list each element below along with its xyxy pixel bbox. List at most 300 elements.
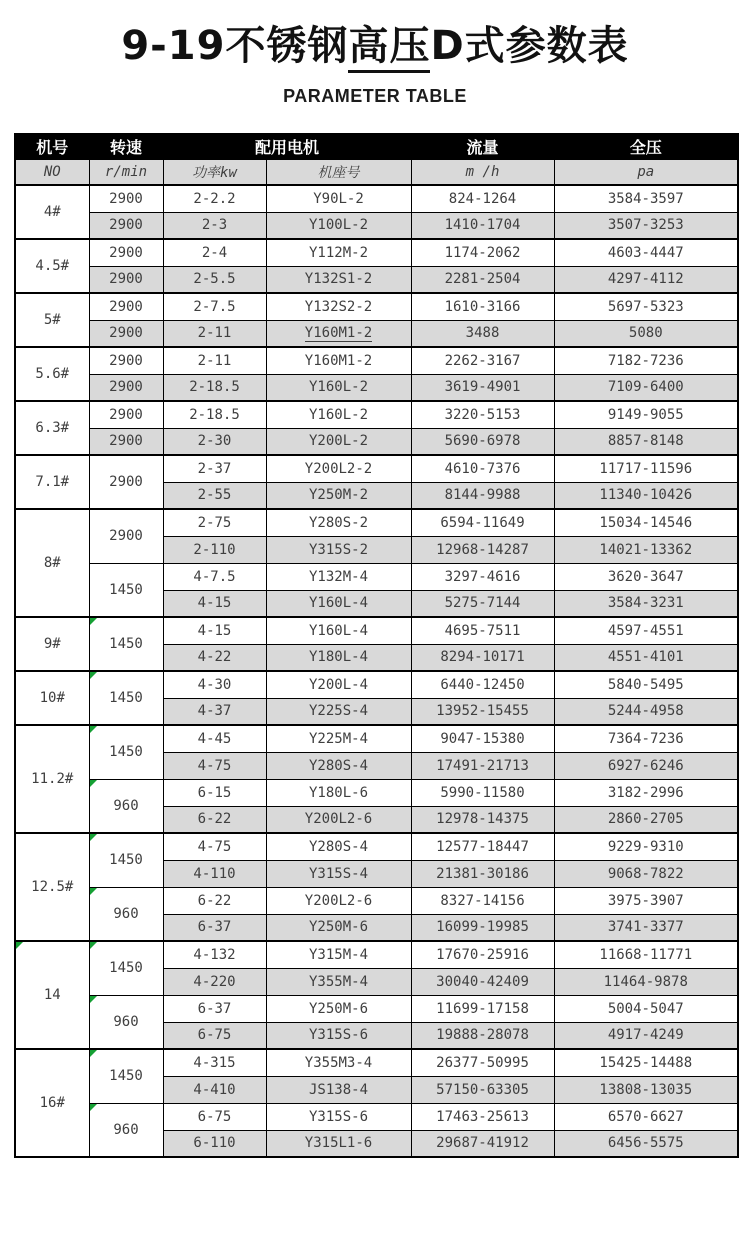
table-row — [15, 509, 738, 536]
flow-cell — [411, 482, 554, 509]
flow-cell — [411, 968, 554, 995]
flow-cell — [411, 941, 554, 968]
machine-cell — [15, 509, 89, 617]
speed-cell — [89, 347, 163, 374]
power-cell — [163, 185, 266, 212]
frame-cell-text: Y250M-6 — [309, 919, 369, 936]
frame-cell — [266, 374, 411, 401]
flow-cell — [411, 806, 554, 833]
speed-cell-text: 1450 — [109, 636, 143, 652]
flow-cell — [411, 536, 554, 563]
table-row — [15, 212, 738, 239]
green-corner-marker — [90, 1050, 97, 1057]
pressure-cell — [554, 212, 738, 239]
frame-cell — [266, 563, 411, 590]
pressure-cell — [554, 1022, 738, 1049]
speed-cell — [89, 266, 163, 293]
power-cell — [163, 833, 266, 860]
frame-cell-text: Y225S-4 — [309, 703, 369, 720]
frame-cell — [266, 185, 411, 212]
frame-cell-text: Y180L-6 — [309, 784, 369, 801]
frame-cell-text: Y200L-4 — [309, 676, 369, 693]
flow-cell — [411, 752, 554, 779]
frame-cell — [266, 428, 411, 455]
pressure-cell-text: 4597-4551 — [607, 622, 684, 639]
table-row — [15, 428, 738, 455]
power-cell-text: 6-75 — [197, 1108, 232, 1125]
green-corner-marker — [90, 942, 97, 949]
power-cell — [163, 860, 266, 887]
frame-cell — [266, 887, 411, 914]
power-cell-text: 2-110 — [193, 541, 236, 558]
flow-cell — [411, 320, 554, 347]
flow-cell — [411, 914, 554, 941]
speed-cell-text: 2900 — [109, 379, 143, 396]
power-cell — [163, 536, 266, 563]
frame-cell-text: Y160L-2 — [309, 406, 369, 423]
subheader-pressure-unit: pa — [554, 159, 738, 185]
table-row — [15, 941, 738, 968]
flow-cell-text: 17491-21713 — [436, 757, 529, 774]
power-cell — [163, 455, 266, 482]
speed-cell — [89, 887, 163, 941]
speed-cell — [89, 671, 163, 725]
power-cell-text: 2-37 — [197, 460, 232, 477]
green-corner-marker — [90, 780, 97, 787]
pressure-cell — [554, 752, 738, 779]
power-cell-text: 2-55 — [197, 487, 232, 504]
machine-cell-text: 12.5# — [31, 879, 74, 895]
frame-cell-text: Y160L-2 — [309, 379, 369, 396]
green-corner-marker — [90, 888, 97, 895]
power-cell-text: 4-15 — [197, 595, 232, 612]
power-cell — [163, 968, 266, 995]
frame-cell-text: Y315M-4 — [309, 946, 369, 963]
power-cell-text: 4-75 — [197, 838, 232, 855]
flow-cell — [411, 995, 554, 1022]
pressure-cell — [554, 1130, 738, 1157]
subheader-rpm: r/min — [89, 159, 163, 185]
speed-cell-text: 2900 — [109, 190, 143, 207]
frame-cell — [266, 725, 411, 752]
table-row — [15, 455, 738, 482]
flow-cell-text: 12978-14375 — [436, 811, 529, 828]
pressure-cell-text: 11340-10426 — [599, 487, 693, 504]
power-cell — [163, 1049, 266, 1076]
pressure-cell — [554, 698, 738, 725]
table-row — [15, 887, 738, 914]
flow-cell — [411, 1103, 554, 1130]
pressure-cell-text: 2860-2705 — [607, 811, 684, 828]
flow-cell-text: 1610-3166 — [444, 298, 521, 315]
pressure-cell-text: 6927-6246 — [607, 757, 684, 774]
machine-cell-text: 4# — [43, 204, 61, 220]
speed-cell-text: 1450 — [109, 581, 143, 598]
power-cell — [163, 401, 266, 428]
machine-cell — [15, 347, 89, 401]
frame-cell — [266, 860, 411, 887]
frame-cell-text: Y315S-6 — [309, 1027, 369, 1044]
pressure-cell-text: 5697-5323 — [607, 298, 684, 315]
frame-cell-text: Y132S1-2 — [304, 271, 373, 288]
power-cell-text: 6-37 — [197, 919, 232, 936]
speed-cell-text: 1450 — [109, 1068, 143, 1085]
green-corner-marker — [90, 672, 97, 679]
speed-cell-text: 1450 — [109, 960, 143, 977]
frame-cell — [266, 671, 411, 698]
subheader-frame: 机座号 — [266, 159, 411, 185]
power-cell — [163, 941, 266, 968]
table-row — [15, 374, 738, 401]
pressure-cell — [554, 1103, 738, 1130]
flow-cell-text: 1174-2062 — [444, 244, 521, 261]
power-cell — [163, 644, 266, 671]
table-row — [15, 1103, 738, 1130]
pressure-cell-text: 6456-5575 — [607, 1135, 684, 1152]
green-corner-marker — [90, 618, 97, 625]
power-cell — [163, 1076, 266, 1103]
pressure-cell — [554, 725, 738, 752]
flow-cell-text: 17670-25916 — [436, 946, 529, 963]
pressure-cell-text: 9229-9310 — [607, 838, 684, 855]
table-row — [15, 239, 738, 266]
flow-cell — [411, 1022, 554, 1049]
green-corner-marker — [90, 1104, 97, 1111]
flow-cell-text: 5275-7144 — [444, 595, 521, 612]
green-corner-marker — [16, 942, 23, 949]
power-cell-text: 4-37 — [197, 703, 232, 720]
machine-cell-text: 8# — [43, 555, 61, 571]
pressure-cell — [554, 482, 738, 509]
title-underlined-text: 高压 — [348, 23, 430, 73]
speed-cell-text: 2900 — [109, 474, 143, 490]
machine-cell — [15, 185, 89, 239]
pressure-cell-text: 4917-4249 — [607, 1027, 684, 1044]
frame-cell — [266, 779, 411, 806]
frame-cell-text: Y160L-4 — [309, 622, 369, 639]
flow-cell-text: 8294-10171 — [440, 649, 525, 666]
power-cell-text: 2-5.5 — [193, 271, 236, 288]
frame-cell-text: Y200L2-2 — [304, 460, 373, 477]
speed-cell-text: 1450 — [109, 852, 143, 869]
frame-cell — [266, 1130, 411, 1157]
subheader-power: 功率kw — [163, 159, 266, 185]
flow-cell-text: 4610-7376 — [444, 460, 521, 477]
flow-cell — [411, 185, 554, 212]
title-suffix: D式参数表 — [430, 23, 629, 69]
flow-cell — [411, 833, 554, 860]
power-cell-text: 2-18.5 — [189, 379, 240, 396]
pressure-cell — [554, 401, 738, 428]
flow-cell-text: 3297-4616 — [444, 568, 521, 585]
frame-cell-text: Y315L1-6 — [304, 1135, 373, 1152]
flow-cell — [411, 374, 554, 401]
green-corner-marker — [90, 996, 97, 1003]
machine-cell — [15, 401, 89, 455]
flow-cell-text: 17463-25613 — [436, 1108, 529, 1125]
speed-cell-text: 2900 — [109, 352, 143, 369]
frame-cell — [266, 266, 411, 293]
power-cell-text: 2-18.5 — [189, 406, 240, 423]
frame-cell-text: Y132S2-2 — [304, 298, 373, 315]
flow-cell-text: 8144-9988 — [444, 487, 521, 504]
pressure-cell-text: 7109-6400 — [607, 379, 684, 396]
speed-cell-text: 2900 — [109, 244, 143, 261]
machine-cell-text: 9# — [43, 636, 61, 652]
power-cell — [163, 428, 266, 455]
table-row — [15, 563, 738, 590]
speed-cell — [89, 320, 163, 347]
table-row — [15, 320, 738, 347]
flow-cell-text: 3220-5153 — [444, 406, 521, 423]
flow-cell-text: 11699-17158 — [436, 1000, 529, 1017]
pressure-cell — [554, 455, 738, 482]
frame-cell-text: Y280S-2 — [309, 514, 369, 531]
pressure-cell — [554, 428, 738, 455]
frame-cell-text: Y200L-2 — [309, 433, 369, 450]
flow-cell-text: 4695-7511 — [444, 622, 521, 639]
flow-cell-text: 19888-28078 — [436, 1027, 529, 1044]
table-row — [15, 779, 738, 806]
pressure-cell — [554, 914, 738, 941]
pressure-cell — [554, 806, 738, 833]
pressure-cell-text: 3507-3253 — [607, 217, 684, 234]
pressure-cell-text: 4603-4447 — [607, 244, 684, 261]
speed-cell — [89, 212, 163, 239]
pressure-cell-text: 11717-11596 — [599, 460, 693, 477]
table-row — [15, 401, 738, 428]
machine-cell-text: 16# — [39, 1095, 65, 1111]
machine-cell — [15, 617, 89, 671]
power-cell — [163, 509, 266, 536]
header-motor: 配用电机 — [163, 134, 411, 159]
frame-cell — [266, 617, 411, 644]
flow-cell-text: 16099-19985 — [436, 919, 529, 936]
speed-cell — [89, 185, 163, 212]
frame-cell-text: Y200L2-6 — [304, 811, 373, 828]
power-cell — [163, 887, 266, 914]
table-body — [15, 185, 738, 1157]
flow-cell — [411, 779, 554, 806]
speed-cell — [89, 1103, 163, 1157]
pressure-cell — [554, 833, 738, 860]
pressure-cell-text: 3620-3647 — [607, 568, 684, 585]
frame-cell-text: Y355M3-4 — [304, 1054, 373, 1071]
frame-cell — [266, 482, 411, 509]
parameter-table — [14, 133, 739, 1158]
flow-cell — [411, 1130, 554, 1157]
flow-cell-text: 12577-18447 — [436, 838, 529, 855]
flow-cell-text: 5690-6978 — [444, 433, 521, 450]
power-cell-text: 4-75 — [197, 757, 232, 774]
frame-cell-text: Y315S-4 — [309, 865, 369, 882]
power-cell-text: 4-30 — [197, 676, 232, 693]
pressure-cell-text: 15034-14546 — [599, 514, 693, 531]
speed-cell-text: 2900 — [109, 433, 143, 450]
flow-cell — [411, 239, 554, 266]
pressure-cell-text: 5080 — [628, 325, 663, 342]
pressure-cell-text: 5004-5047 — [607, 1000, 684, 1017]
speed-cell — [89, 239, 163, 266]
speed-cell — [89, 428, 163, 455]
machine-cell-text: 11.2# — [31, 771, 74, 787]
power-cell-text: 2-30 — [197, 433, 232, 450]
pressure-cell-text: 7364-7236 — [607, 730, 684, 747]
flow-cell — [411, 617, 554, 644]
machine-cell — [15, 293, 89, 347]
power-cell-text: 2-11 — [197, 325, 232, 342]
power-cell — [163, 698, 266, 725]
pressure-cell-text: 7182-7236 — [607, 352, 684, 369]
frame-cell — [266, 968, 411, 995]
table-row — [15, 725, 738, 752]
pressure-cell-text: 3975-3907 — [607, 892, 684, 909]
speed-cell-text: 2900 — [109, 325, 143, 342]
table-row — [15, 185, 738, 212]
flow-cell-text: 824-1264 — [448, 190, 517, 207]
frame-cell-text: Y112M-2 — [309, 244, 369, 261]
machine-cell — [15, 1049, 89, 1157]
speed-cell-text: 2900 — [109, 271, 143, 288]
machine-cell — [15, 833, 89, 941]
pressure-cell-text: 15425-14488 — [599, 1054, 693, 1071]
speed-cell — [89, 833, 163, 887]
frame-cell — [266, 833, 411, 860]
frame-cell — [266, 509, 411, 536]
power-cell — [163, 779, 266, 806]
flow-cell-text: 1410-1704 — [444, 217, 521, 234]
pressure-cell — [554, 563, 738, 590]
subheader-no: NO — [15, 159, 89, 185]
frame-cell-text: JS138-4 — [309, 1081, 369, 1098]
pressure-cell — [554, 374, 738, 401]
pressure-cell — [554, 995, 738, 1022]
flow-cell — [411, 725, 554, 752]
power-cell — [163, 1022, 266, 1049]
flow-cell-text: 2262-3167 — [444, 352, 521, 369]
power-cell — [163, 914, 266, 941]
green-corner-marker — [90, 726, 97, 733]
frame-cell-text: Y180L-4 — [309, 649, 369, 666]
machine-cell-text: 10# — [39, 690, 65, 706]
speed-cell-text: 2900 — [109, 298, 143, 315]
table-row — [15, 995, 738, 1022]
flow-cell — [411, 509, 554, 536]
machine-cell — [15, 941, 89, 1049]
machine-cell-text: 5.6# — [35, 366, 70, 382]
flow-cell-text: 13952-15455 — [436, 703, 529, 720]
flow-cell — [411, 293, 554, 320]
pressure-cell-text: 3584-3231 — [607, 595, 684, 612]
pressure-cell — [554, 671, 738, 698]
power-cell-text: 4-410 — [193, 1081, 236, 1098]
flow-cell-text: 30040-42409 — [436, 973, 529, 990]
pressure-cell — [554, 509, 738, 536]
power-cell-text: 4-220 — [193, 973, 236, 990]
frame-cell-text: Y132M-4 — [309, 568, 369, 585]
power-cell — [163, 239, 266, 266]
pressure-cell — [554, 266, 738, 293]
flow-cell — [411, 644, 554, 671]
flow-cell — [411, 455, 554, 482]
frame-cell-text: Y280S-4 — [309, 757, 369, 774]
frame-cell — [266, 644, 411, 671]
power-cell — [163, 266, 266, 293]
power-cell-text: 2-4 — [201, 244, 228, 261]
power-cell-text: 2-11 — [197, 352, 232, 369]
power-cell — [163, 806, 266, 833]
pressure-cell-text: 11464-9878 — [603, 973, 688, 990]
machine-cell — [15, 671, 89, 725]
flow-cell-text: 2281-2504 — [444, 271, 521, 288]
power-cell — [163, 482, 266, 509]
power-cell-text: 6-110 — [193, 1135, 236, 1152]
flow-cell — [411, 428, 554, 455]
table-row — [15, 347, 738, 374]
power-cell-text: 4-110 — [193, 865, 236, 882]
flow-cell — [411, 347, 554, 374]
page-subtitle: PARAMETER TABLE — [283, 86, 467, 106]
pressure-cell-text: 13808-13035 — [599, 1081, 693, 1098]
power-cell — [163, 1130, 266, 1157]
power-cell — [163, 320, 266, 347]
flow-cell-text: 8327-14156 — [440, 892, 525, 909]
pressure-cell-text: 14021-13362 — [599, 541, 693, 558]
frame-cell — [266, 239, 411, 266]
flow-cell-text: 57150-63305 — [436, 1081, 529, 1098]
frame-cell-text: Y200L2-6 — [304, 892, 373, 909]
machine-cell-text: 14 — [43, 987, 61, 1003]
machine-cell — [15, 239, 89, 293]
pressure-cell — [554, 887, 738, 914]
pressure-cell — [554, 536, 738, 563]
pressure-cell — [554, 320, 738, 347]
power-cell-text: 4-7.5 — [193, 568, 236, 585]
speed-cell-text: 1450 — [109, 744, 143, 761]
power-cell — [163, 212, 266, 239]
power-cell-text: 2-2.2 — [193, 190, 236, 207]
frame-cell — [266, 1049, 411, 1076]
flow-cell-text: 9047-15380 — [440, 730, 525, 747]
power-cell-text: 4-22 — [197, 649, 232, 666]
subheader-row — [15, 159, 738, 185]
flow-cell — [411, 1076, 554, 1103]
speed-cell-text: 960 — [113, 797, 139, 814]
machine-cell-text: 4.5# — [35, 258, 70, 274]
speed-cell — [89, 374, 163, 401]
power-cell — [163, 590, 266, 617]
speed-cell — [89, 995, 163, 1049]
pressure-cell-text: 11668-11771 — [599, 946, 693, 963]
power-cell — [163, 752, 266, 779]
flow-cell — [411, 671, 554, 698]
flow-cell-text: 5990-11580 — [440, 784, 525, 801]
pressure-cell — [554, 941, 738, 968]
pressure-cell-text: 6570-6627 — [607, 1108, 684, 1125]
header-speed: 转速 — [89, 134, 163, 159]
pressure-cell-text: 5840-5495 — [607, 676, 684, 693]
speed-cell — [89, 563, 163, 617]
speed-cell-text: 1450 — [109, 690, 143, 706]
frame-cell-text: Y160M1-2 — [304, 325, 373, 342]
machine-cell-text: 5# — [43, 312, 61, 328]
speed-cell — [89, 1049, 163, 1103]
frame-cell — [266, 320, 411, 347]
flow-cell — [411, 698, 554, 725]
speed-cell-text: 2900 — [109, 217, 143, 234]
frame-cell-text: Y315S-6 — [309, 1108, 369, 1125]
pressure-cell — [554, 1076, 738, 1103]
